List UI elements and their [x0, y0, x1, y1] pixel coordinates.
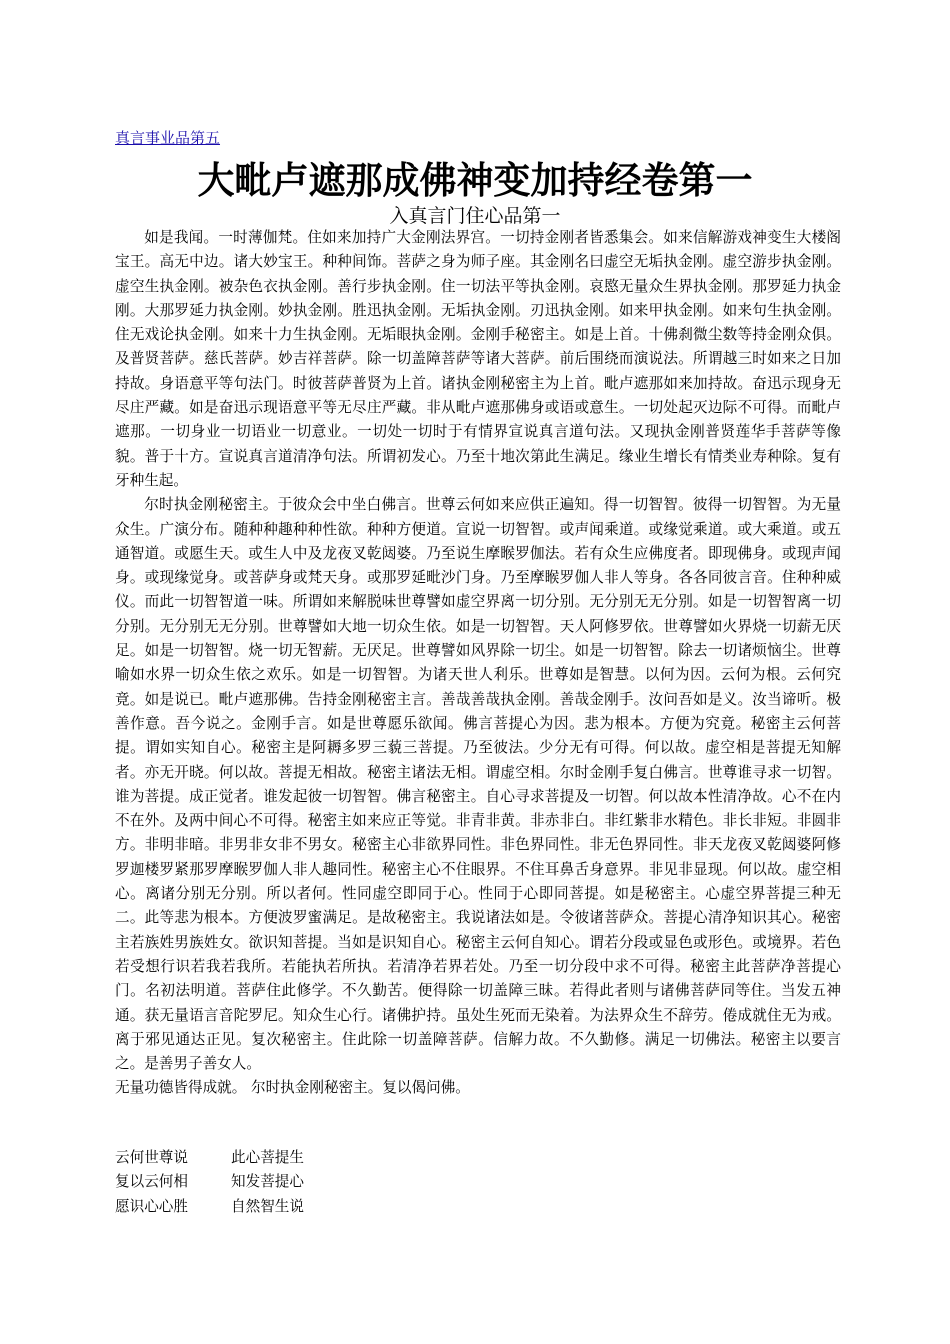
verse-second-half: 自然智生说 [231, 1197, 304, 1215]
document-body [115, 226, 841, 1101]
paragraph: 如是我闻。一时薄伽梵。住如来加持广大金刚法界宫。一切持金刚者皆悉集会。如来信解游戏神变生大楼阁宝王。高无中边。诸大妙宝王。种种间饰。菩萨之身为师子座。其金刚名曰虚空无垢执金刚。虚空游步执金刚。虚空生执金刚。被杂色衣执金刚。善行步执金刚。住一切法平等执金刚。哀愍无量众生界执金刚。那罗延力执金刚。大那罗延力执金刚。妙执金刚。胜迅执金刚。无垢执金刚。刃迅执金刚。如来甲执金刚。如来句生执金刚。住无戏论执金刚。如来十力生执金刚。无垢眼执金刚。金刚手秘密主。如是上首。十佛刹微尘数等持金刚众俱。及普贤菩萨。慈氏菩萨。妙吉祥菩萨。除一切盖障菩萨等诸大菩萨。前后围绕而演说法。所谓越三时如来之日加持故。身语意平等句法门。时彼菩萨普贤为上首。诸执金刚秘密主为上首。毗卢遮那如来加持故。奋迅示现身无尽庄严藏。如是奋迅示现语意平等无尽庄严藏。非从毗卢遮那佛身或语或意生。一切处起灭边际不可得。而毗卢遮那。一切身业一切语业一切意业。一切处一切时于有情界宣说真言道句法。又现执金刚普贤莲华手菩萨等像貌。普于十方。宣说真言道清净句法。所谓初发心。乃至十地次第此生满足。缘业生增长有情类业寿种除。复有牙种生起。 [115, 229, 841, 489]
verse-line [115, 1195, 304, 1219]
prev-chapter-link[interactable]: 真言事业品第五 [115, 129, 221, 147]
verse-first-half: 愿识心心胜 [115, 1197, 188, 1215]
verse-line [115, 1170, 304, 1194]
verse-first-half: 复以云何相 [115, 1173, 188, 1191]
verse-second-half: 此心菩提生 [231, 1149, 304, 1166]
document-subtitle: 入真言门住心品第一 [389, 205, 561, 227]
document-title: 大毗卢遮那成佛神变加持经卷第一 [197, 159, 753, 202]
paragraph: 尔时执金刚秘密主。于彼众会中坐白佛言。世尊云何如来应供正遍知。得一切智智。彼得一切智智。为无量众生。广演分布。随种种趣种种性欲。种种方便道。宣说一切智智。或声闻乘道。或缘觉乘道。或大乘道。或五通智道。或愿生天。或生人中及龙夜叉乾闼婆。乃至说生摩睺罗伽法。若有众生应佛度者。即现佛身。或现声闻身。或现缘觉身。或菩萨身或梵天身。或那罗延毗沙门身。乃至摩睺罗伽人非人等身。各各同彼言音。住种种威仪。而此一切智智道一味。所谓如来解脱味世尊譬如虚空界离一切分别。无分别无无分别。如是一切智智离一切分别。无分别无无分别。世尊譬如大地一切众生依。如是一切智智。天人阿修罗依。世尊譬如火界烧一切薪无厌足。如是一切智智。烧一切无智薪。无厌足。世尊譬如风界除一切尘。如是一切智智。除去一切诸烦恼尘。世尊喻如水界一切众生依之欢乐。如是一切智智。为诸天世人利乐。世尊如是智慧。以何为因。云何为根。云何究竟。如是说已。毗卢遮那佛。告持金刚秘密主言。善哉善哉执金刚。善哉金刚手。汝问吾如是义。汝当谛听。极善作意。吾今说之。金刚手言。如是世尊愿乐欲闻。佛言菩提心为因。悲为根本。方便为究竟。秘密主云何菩提。谓如实知自心。秘密主是阿耨多罗三藐三菩提。乃至彼法。少分无有可得。何以故。虚空相是菩提无知解者。亦无开晓。何以故。菩提无相故。秘密主诸法无相。谓虚空相。尔时金刚手复白佛言。世尊谁寻求一切智。谁为菩提。成正觉者。谁发起彼一切智智。佛言秘密主。自心寻求菩提及一切智。何以故本性清净故。心不在内不在外。及两中间心不可得。秘密主如来应正等觉。非青非黄。非赤非白。非红紫非水精色。非长非短。非圆非方。非明非暗。非男非女非不男女。秘密主心非欲界同性。非色界同性。非无色界同性。非天龙夜叉乾闼婆阿修罗迦楼罗紧那罗摩睺罗伽人非人趣同性。秘密主心不住眼界。不住耳鼻舌身意界。非见非显现。何以故。虚空相心。离诸分别无分别。所以者何。性同虚空即同于心。性同于心即同菩提。如是秘密主。心虚空界菩提三种无二。此等悲为根本。方便波罗蜜满足。是故秘密主。我说诸法如是。令彼诸菩萨众。菩提心清净知识其心。秘密主若族姓男族姓女。欲识知菩提。当如是识知自心。秘密主云何自知心。谓若分段或显色或形色。或境界。若色若受想行识若我若我所。若能执若所执。若清净若界若处。乃至一切分段中求不可得。秘密主此菩萨净菩提心门。名初法明道。菩萨住此修学。不久勤苦。便得除一切盖障三昧。若得此者则与诸佛菩萨同等住。当发五神通。获无量语言音陀罗尼。知众生心行。诸佛护持。虽处生死而无染着。为法界众生不辞劳。倦成就住无为戒。离于邪见通达正见。复次秘密主。住此除一切盖障菩萨。信解力故。不久勤修。满足一切佛法。秘密主以要言之。是善男子善女人。 [115, 496, 841, 1073]
verse-block [115, 1146, 304, 1219]
verse-line [115, 1146, 304, 1170]
paragraph: 无量功德皆得成就。 尔时执金刚秘密主。复以偈问佛。 [115, 1079, 470, 1097]
verse-first-half: 云何世尊说 [115, 1149, 188, 1166]
verse-second-half: 知发菩提心 [231, 1173, 304, 1191]
